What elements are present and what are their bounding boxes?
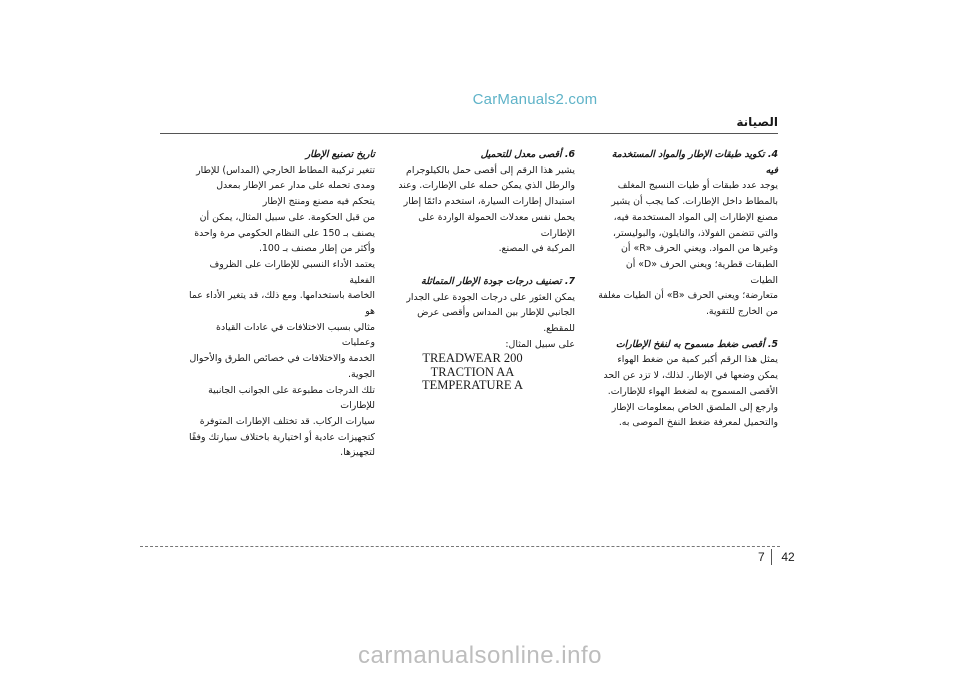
pressure-line: وارجع إلى الملصق الخاص بمعلومات الإطار: [611, 401, 778, 413]
load-line: يحمل نفس معدلات الحمولة الواردة على الإطارات: [418, 211, 575, 239]
max-pressure-heading: 5. أقصى ضغط مسموح به لنفخ الإطارات: [615, 338, 778, 350]
section-title: الصيانة: [736, 115, 778, 129]
manufacture-line: يتحكم فيه مصنع ومنتج الإطار: [262, 196, 375, 208]
manufacture-line: يصنف بـ 150 على النظام الحكومي مرة واحدة: [194, 227, 375, 239]
column-right: [598, 147, 778, 448]
ply-line: متعارضة؛ ويعني الحرف «B» أن الطيات مغلفة: [598, 290, 778, 302]
pressure-line: الأقصى المسموح به لضغط الهواء للإطارات.: [607, 385, 778, 397]
load-line: يشير هذا الرقم إلى أقصى حمل بالكيلوجرام: [406, 164, 575, 176]
ply-line: من الخارج للتقوية.: [705, 306, 778, 318]
manufacture-line: الخدمة والاختلافات في خصائص الطرق والأحوال: [189, 353, 375, 365]
pressure-line: والتحميل لمعرفة ضغط النفخ الموصى به.: [618, 417, 778, 429]
load-line: والرطل الذي يمكن حمله على الإطارات. وعند: [398, 180, 575, 192]
ply-rating-heading: 4. تكويد طبقات الإطار والمواد المستخدمة فيه: [611, 149, 778, 176]
ply-line: يوجد عدد طبقات أو طيات النسيج المغلف: [617, 180, 778, 192]
manufacture-line: تتغير تركيبة المطاط الخارجي (المداس) للإطار: [196, 164, 375, 176]
manufacture-line: يعتمد الأداء النسبي للإطارات على الظروف الفعلية: [209, 258, 375, 286]
traction-grade: TRACTION AA: [430, 364, 515, 379]
manufacture-date-heading: تاريخ تصنيع الإطار: [305, 149, 375, 160]
treadwear-grade: TREADWEAR 200: [422, 351, 523, 366]
watermark-carmanualsonline: carmanualsonline.info: [358, 642, 602, 669]
watermark-carmanuals2: CarManuals2.com: [472, 91, 598, 108]
quality-line: يمكن العثور على درجات الجودة على الجدار: [406, 291, 575, 303]
ply-line: وغيرها من المواد. ويعني الحرف «R» أن: [621, 243, 778, 255]
page-number-footer: [758, 550, 795, 564]
manufacture-date-section: [185, 147, 375, 461]
ply-line: والتي تتضمن الفولاذ، والنايلون، والبوليستر،: [612, 227, 778, 239]
max-load-heading: 6. أقصى معدل للتحميل: [480, 149, 575, 160]
manufacture-line: وأكثر من إطار مصنف بـ 100.: [258, 243, 375, 255]
max-load-section: [390, 147, 575, 257]
ply-line: الطبقات قطرية؛ ويعني الحرف «D» أن الطيات: [625, 258, 778, 286]
manufacture-line: ومدى تحمله على مدار عمر الإطار بمعدل: [216, 180, 375, 192]
header-rule: [160, 133, 778, 134]
manufacture-line: الخاصة باستخدامها. ومع ذلك، قد يتغير الأداء عما هو: [189, 290, 375, 318]
quality-grades-section: [390, 274, 575, 393]
manufacture-line: من قبل الحكومة. على سبيل المثال، يمكن أن: [199, 211, 375, 223]
footer-rule: [140, 546, 780, 547]
column-middle: [390, 147, 575, 410]
quality-line: الجانبي للإطار بين المداس وأقصى عرض: [417, 307, 575, 319]
manufacture-line: تلك الدرجات مطبوعة على الجوانب الجانبية للإطارات: [208, 384, 375, 412]
ply-line: بالمطاط داخل الإطارات. كما يجب أن يشير: [611, 196, 778, 208]
ply-rating-section: [598, 147, 778, 320]
page-number: 42: [781, 550, 795, 564]
page-number-divider: [771, 549, 772, 565]
manufacture-line: مثالي بسبب الاختلافات في عادات القيادة وعمليات: [216, 321, 375, 349]
load-line: المركبة في المصنع.: [498, 243, 575, 255]
quality-grades-heading: 7. تصنيف درجات جودة الإطار المتماثلة: [421, 275, 575, 287]
pressure-line: يمكن وضعها في الإطار. لذلك، لا تزد عن الحد: [603, 370, 778, 382]
ply-line: مصنع الإطارات إلى المواد المستخدمة فيه،: [613, 211, 778, 223]
load-line: استبدال إطارات السيارة، استخدم دائمًا إطار: [403, 196, 575, 208]
manufacture-line: سيارات الركاب. قد تختلف الإطارات المتوفرة: [199, 415, 375, 427]
quality-line: على سبيل المثال:: [505, 338, 575, 350]
manufacture-line: الجوية.: [348, 368, 375, 380]
temperature-grade: TEMPERATURE A: [421, 378, 524, 393]
section-number: 7: [758, 550, 765, 564]
manufacture-line: كتجهيزات عادية أو اختيارية باختلاف سيارتك وفقًا لتجهيزها.: [188, 431, 375, 459]
max-pressure-section: [598, 337, 778, 431]
quality-line: للمقطع.: [543, 323, 575, 335]
column-left: [185, 147, 375, 478]
pressure-line: يمثل هذا الرقم أكبر كمية من ضغط الهواء: [617, 354, 778, 366]
